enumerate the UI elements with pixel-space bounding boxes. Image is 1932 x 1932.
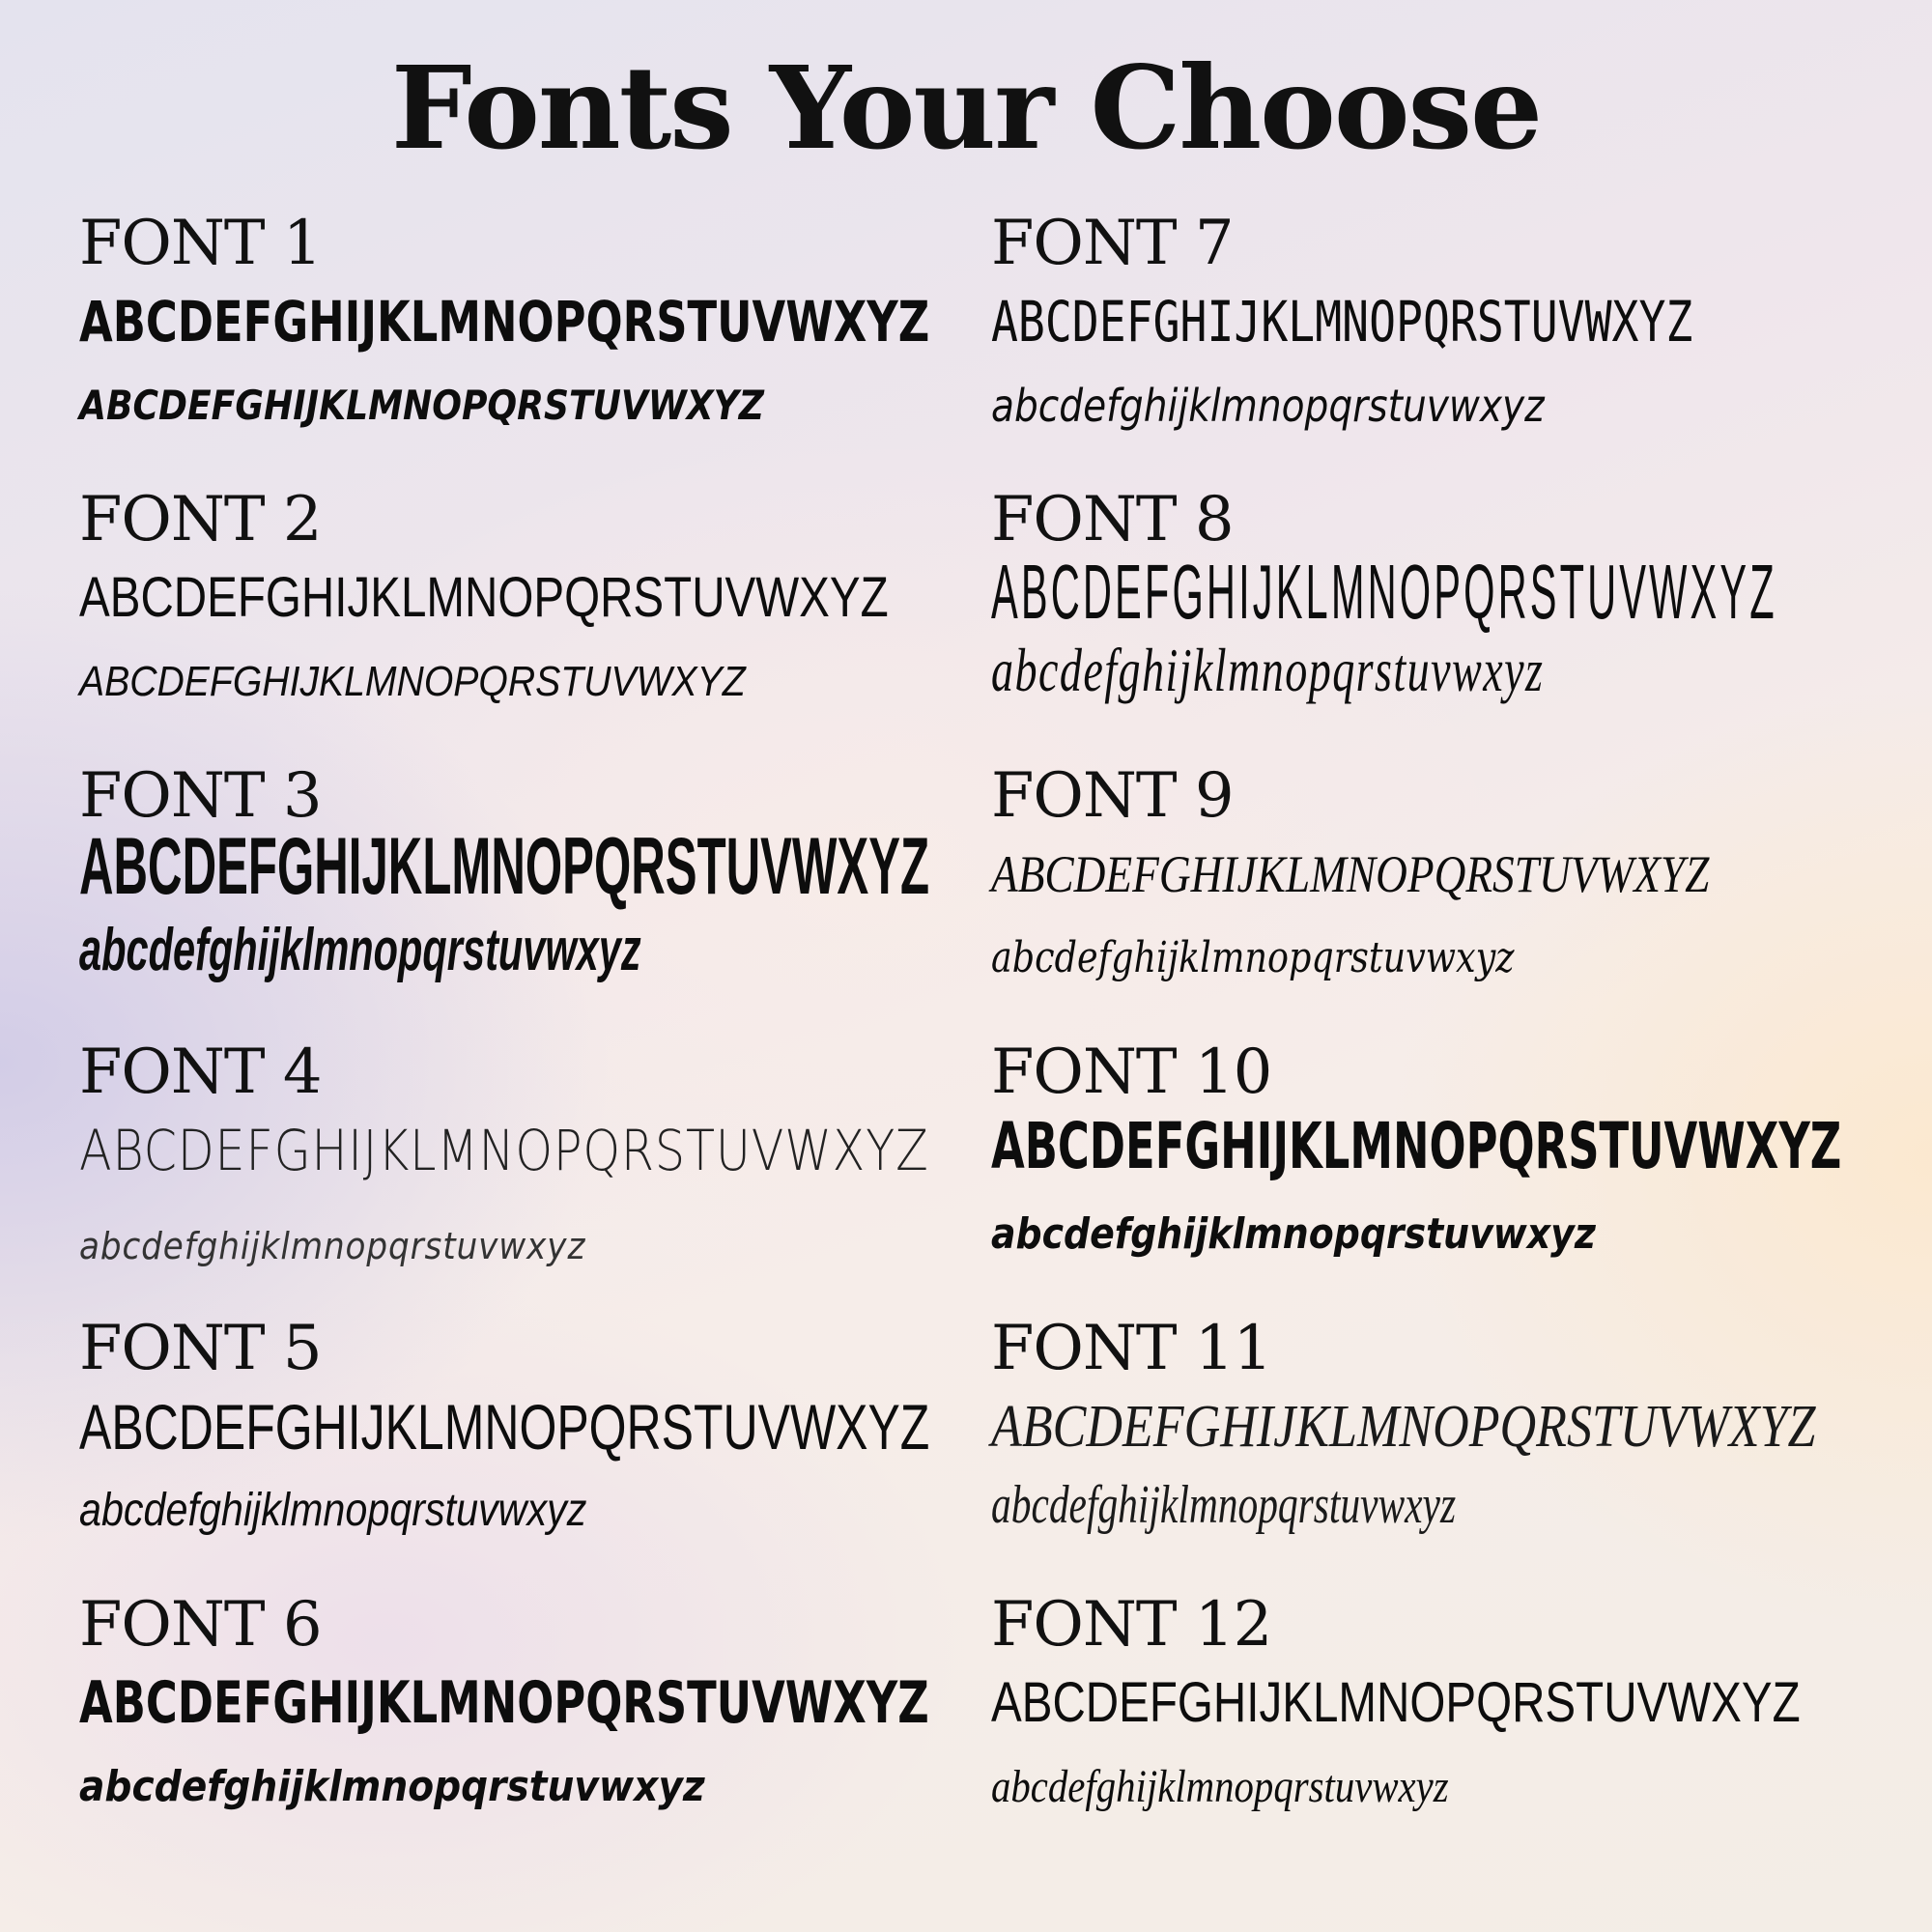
font-column-right <box>991 193 1880 1851</box>
font-label: FONT 9 <box>991 760 1234 832</box>
font-label: FONT 7 <box>991 208 1234 279</box>
font-sample-2[interactable] <box>79 469 968 746</box>
font-sample-9[interactable] <box>991 746 1880 1022</box>
lowercase-sample: abcdefghijklmnopqrstuvwxyz <box>79 1225 586 1267</box>
lowercase-sample: abcdefghijklmnopqrstuvwxyz <box>991 1475 1457 1535</box>
lowercase-sample: ABCDEFGHIJKLMNOPQRSTUVWXYZ <box>79 382 764 429</box>
font-sample-11[interactable] <box>991 1298 1880 1575</box>
lowercase-sample: abcdefghijklmnopqrstuvwxyz <box>991 1761 1449 1812</box>
uppercase-sample: ABCDEFGHIJKLMNOPQRSTUVWXYZ <box>79 821 930 911</box>
lowercase-sample: abcdefghijklmnopqrstuvwxyz <box>79 1762 705 1811</box>
uppercase-sample: ABCDEFGHIJKLMNOPQRSTUVWXYZ <box>79 289 930 355</box>
uppercase-sample: ABCDEFGHIJKLMNOPQRSTUVWXYZ <box>991 289 1693 355</box>
uppercase-sample: ABCDEFGHIJKLMNOPQRSTUVWXYZ <box>991 549 1777 635</box>
font-label: FONT 4 <box>79 1037 322 1108</box>
font-sample-4[interactable] <box>79 1022 968 1298</box>
lowercase-sample: abcdefghijklmnopqrstuvwxyz <box>991 636 1545 704</box>
font-sample-7[interactable] <box>991 193 1880 469</box>
lowercase-sample: ABCDEFGHIJKLMNOPQRSTUVWXYZ <box>79 658 746 705</box>
font-label: FONT 1 <box>79 208 322 279</box>
lowercase-sample: abcdefghijklmnopqrstuvwxyz <box>991 1209 1596 1259</box>
font-column-left <box>79 193 968 1851</box>
page-title: Fonts Your Choose <box>390 41 1542 175</box>
font-label: FONT 2 <box>79 484 322 555</box>
uppercase-sample: ABCDEFGHIJKLMNOPQRSTUVWXYZ <box>991 1394 1816 1460</box>
font-label: FONT 8 <box>991 484 1234 555</box>
font-label: FONT 6 <box>79 1589 322 1661</box>
lowercase-sample: abcdefghijklmnopqrstuvwxyz <box>991 933 1515 982</box>
font-label: FONT 10 <box>991 1037 1272 1108</box>
font-label: FONT 11 <box>991 1313 1272 1384</box>
uppercase-sample: ABCDEFGHIJKLMNOPQRSTUVWXYZ <box>79 1669 929 1737</box>
font-sample-3[interactable] <box>79 746 968 1022</box>
uppercase-sample: ABCDEFGHIJKLMNOPQRSTUVWXYZ <box>991 1671 1801 1734</box>
font-sample-12[interactable] <box>991 1575 1880 1851</box>
font-label: FONT 5 <box>79 1313 322 1384</box>
uppercase-sample: ABCDEFGHIJKLMNOPQRSTUVWXYZ <box>79 1118 929 1183</box>
lowercase-sample: abcdefghijklmnopqrstuvwxyz <box>79 917 641 983</box>
uppercase-sample: ABCDEFGHIJKLMNOPQRSTUVWXYZ <box>79 1391 930 1463</box>
font-sample-10[interactable] <box>991 1022 1880 1298</box>
font-sample-5[interactable] <box>79 1298 968 1575</box>
font-sample-1[interactable] <box>79 193 968 469</box>
font-sample-6[interactable] <box>79 1575 968 1851</box>
font-sample-8[interactable] <box>991 469 1880 746</box>
font-label: FONT 3 <box>79 760 322 832</box>
lowercase-sample: abcdefghijklmnopqrstuvwxyz <box>991 380 1545 432</box>
uppercase-sample: ABCDEFGHIJKLMNOPQRSTUVWXYZ <box>79 566 889 629</box>
uppercase-sample: ABCDEFGHIJKLMNOPQRSTUVWXYZ <box>991 845 1710 903</box>
uppercase-sample: ABCDEFGHIJKLMNOPQRSTUVWXYZ <box>991 1109 1842 1183</box>
lowercase-sample: abcdefghijklmnopqrstuvwxyz <box>79 1485 587 1536</box>
font-label: FONT 12 <box>991 1589 1272 1661</box>
